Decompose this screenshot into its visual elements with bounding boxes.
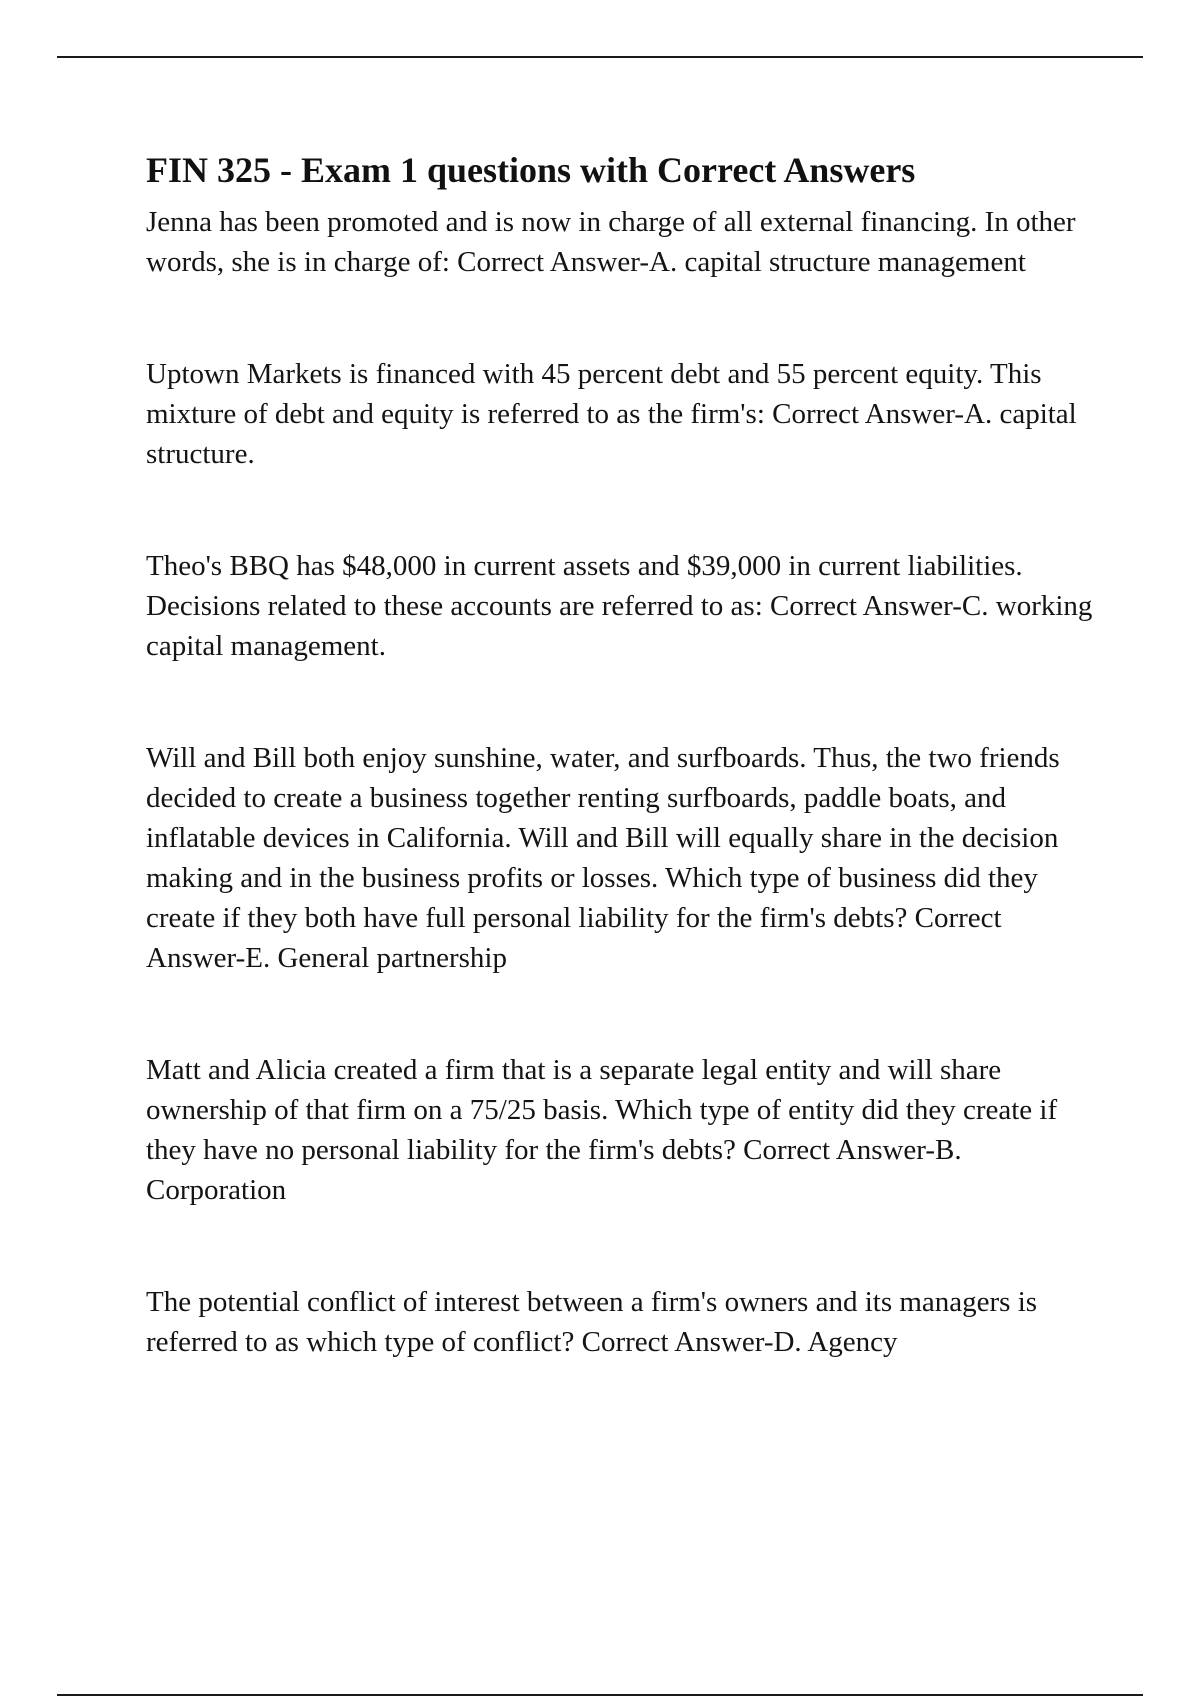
question-answer-4: Will and Bill both enjoy sunshine, water, and surfboards. Thus, the two friends decided to create a business together renting surfboards, paddle boats, and inflatable devices in California. Will and Bill will equally share in the decision making and in the business profits or losses. Which type of business did they create if they both have full personal liability for the firm's debts? Correct Answer-E. General partnership	[146, 742, 1060, 974]
question-answer-6: The potential conflict of interest between a firm's owners and its managers is referred to as which type of conflict? Correct Answer-D. Agency	[146, 1286, 1038, 1358]
question-answer-2: Uptown Markets is financed with 45 percent debt and 55 percent equity. This mixture of debt and equity is referred to as the firm's: Correct Answer-A. capital structure.	[146, 358, 1077, 470]
header-divider	[57, 56, 1143, 58]
question-answer-3: Theo's BBQ has $48,000 in current assets and $39,000 in current liabilities. Decisions related to these accounts are referred to as: Correct Answer-C. working capital management.	[146, 550, 1093, 662]
question-answer-1: Jenna has been promoted and is now in charge of all external financing. In other words, she is in charge of: Correct Answer-A. capital structure management	[146, 206, 1076, 278]
document-title: FIN 325 - Exam 1 questions with Correct Answers	[146, 150, 916, 190]
document-body	[146, 142, 1106, 1362]
question-answer-5: Matt and Alicia created a firm that is a separate legal entity and will share ownership of that firm on a 75/25 basis. Which type of entity did they create if they have no personal liability for the firm's debts? Correct Answer-B. Corporation	[146, 1054, 1058, 1206]
footer-divider	[57, 1694, 1143, 1696]
